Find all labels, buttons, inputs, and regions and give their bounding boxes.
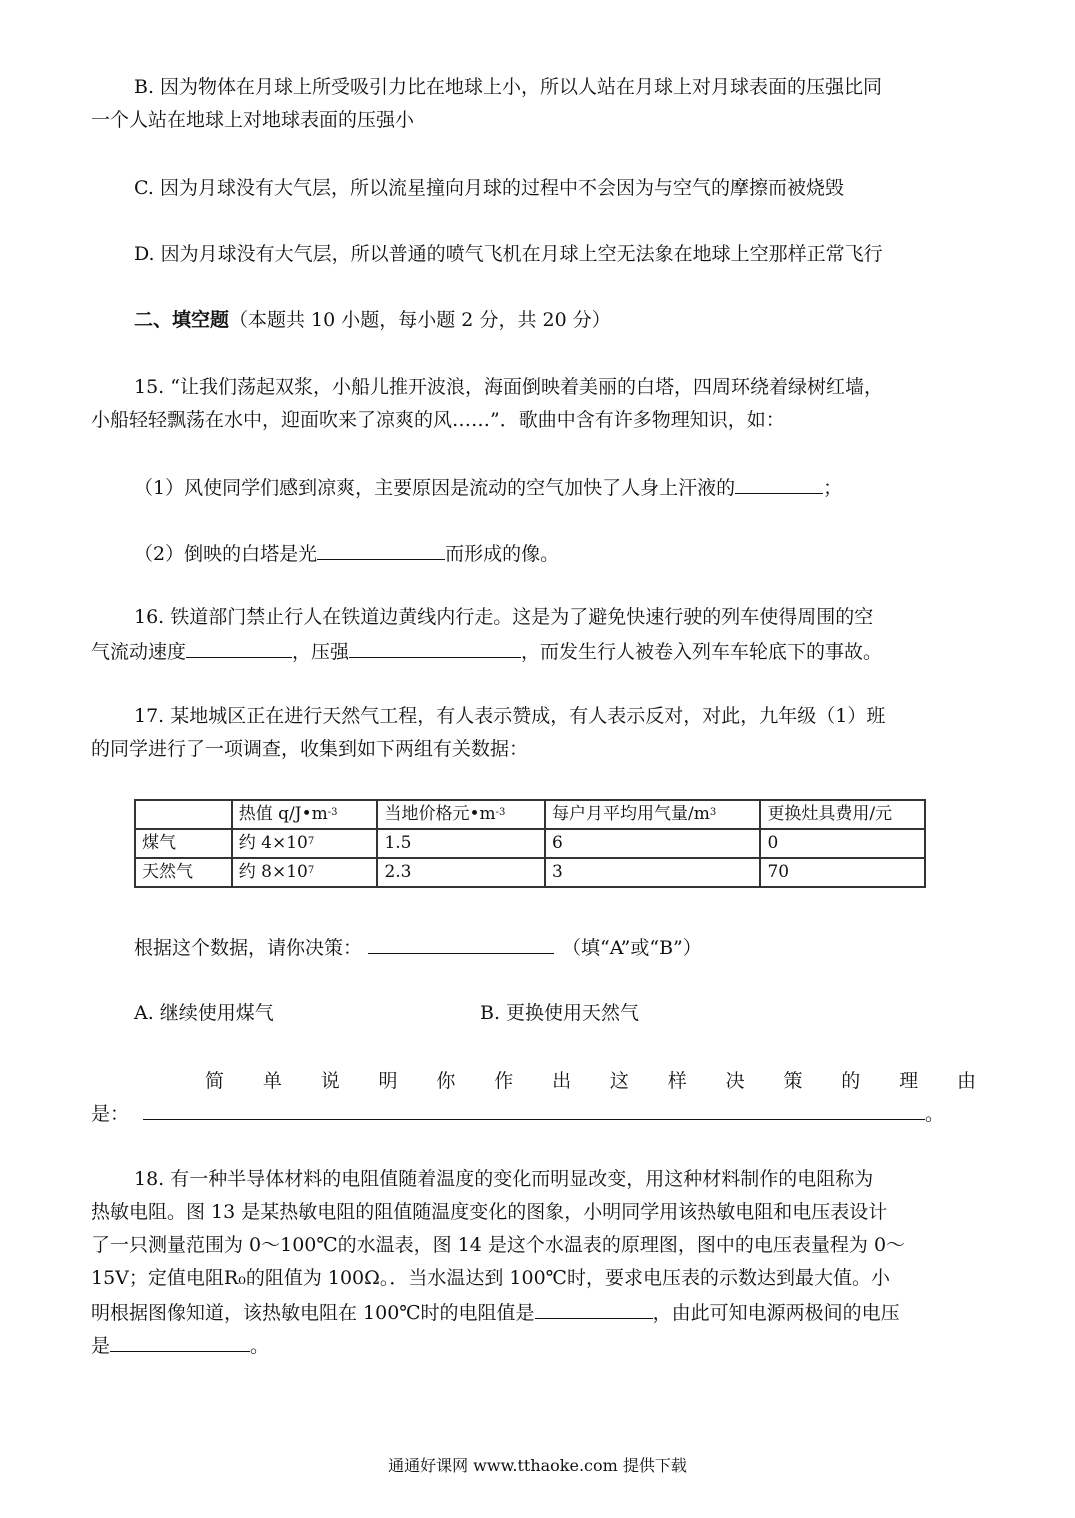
q16-text-c: ，而发生行人被卷入列车车轮底下的事故。 bbox=[521, 641, 883, 663]
option-b-line-1: B. 因为物体在月球上所受吸引力比在地球上小，所以人站在月球上对月球表面的压强比同 bbox=[134, 76, 883, 98]
q17-reason-prefix: 是： bbox=[91, 1103, 130, 1125]
q18-line-5 bbox=[91, 1298, 900, 1326]
q17-line-2: 的同学进行了一项调查，收集到如下两组有关数据： bbox=[91, 738, 529, 760]
q18-text-a: 明根据图像知道，该热敏电阻在 100℃时的电阻值是 bbox=[91, 1302, 535, 1324]
q15-part-2 bbox=[134, 539, 559, 567]
table-header-cell: 每户月平均用气量$/m^3$ bbox=[545, 800, 760, 829]
q18-blank-2[interactable] bbox=[110, 1331, 250, 1352]
section-note: （本题共 10 小题，每小题 2 分，共 20 分） bbox=[229, 309, 611, 331]
reason-char: 你 bbox=[436, 1070, 456, 1092]
reason-char: 明 bbox=[378, 1070, 398, 1092]
q16-line-1: 16. 铁道部门禁止行人在铁道边黄线内行走。这是为了避免快速行驶的列车使得周围的空 bbox=[134, 606, 874, 628]
table-cell: 天然气 bbox=[135, 858, 232, 887]
q15-blank-1[interactable] bbox=[735, 473, 823, 494]
reason-char: 理 bbox=[899, 1070, 919, 1092]
table-cell: 2.3 bbox=[377, 858, 545, 887]
q16-text-a: 气流动速度 bbox=[91, 641, 187, 663]
reason-char: 简 bbox=[205, 1070, 225, 1092]
table-header-cell: 热值 $q/J•m^{-3}$ bbox=[232, 800, 378, 829]
table-cell: 6 bbox=[545, 829, 760, 858]
reason-char: 说 bbox=[320, 1070, 340, 1092]
q15-part-2-end: 而形成的像。 bbox=[445, 543, 560, 565]
gas-comparison-table bbox=[134, 799, 926, 888]
table-cell: 70 bbox=[760, 858, 925, 887]
page-footer: 通通好课网 www.tthaoke.com 提供下载 bbox=[388, 1456, 687, 1475]
q17-decision-hint: （填“A”或“B”） bbox=[562, 937, 702, 959]
option-c-line: C. 因为月球没有大气层，所以流星撞向月球的过程中不会因为与空气的摩擦而被烧毁 bbox=[134, 177, 844, 199]
section-heading bbox=[134, 307, 611, 333]
reason-char: 由 bbox=[956, 1070, 976, 1092]
q18-line-3: 了一只测量范围为 0～100℃的水温表，图 14 是这个水温表的原理图，图中的电压表量程为 0～ bbox=[91, 1234, 906, 1256]
q18-line-4: 15V；定值电阻R₀的阻值为 100Ω。．当水温达到 100℃时，要求电压表的示数达到最大值。小 bbox=[91, 1267, 890, 1289]
q18-text-b: ，由此可知电源两极间的电压 bbox=[652, 1302, 900, 1324]
q17-option-a: A. 继续使用煤气 bbox=[134, 1002, 274, 1024]
reason-char: 样 bbox=[667, 1070, 687, 1092]
option-d-line: D. 因为月球没有大气层，所以普通的喷气飞机在月球上空无法象在地球上空那样正常飞行 bbox=[134, 243, 883, 265]
q18-text-c: 是 bbox=[91, 1335, 111, 1357]
option-b-line-2: 一个人站在地球上对地球表面的压强小 bbox=[91, 109, 415, 131]
q15-blank-2[interactable] bbox=[317, 539, 445, 560]
q16-blank-1[interactable] bbox=[186, 637, 292, 658]
q15-line-2: 小船轻轻飘荡在水中，迎面吹来了凉爽的风……”．歌曲中含有许多物理知识，如： bbox=[91, 409, 785, 431]
table-header-cell: 更换灶具费用/元 bbox=[760, 800, 925, 829]
q17-decision-line bbox=[134, 933, 702, 961]
q16-line-2 bbox=[91, 637, 882, 665]
q18-line-1: 18. 有一种半导体材料的电阻值随着温度的变化而明显改变，用这种材料制作的电阻称为 bbox=[134, 1168, 874, 1190]
q17-reason-end: 。 bbox=[925, 1103, 945, 1125]
reason-char: 作 bbox=[494, 1070, 514, 1092]
q17-option-b: B. 更换使用天然气 bbox=[480, 1002, 640, 1024]
section-title: 二、填空题 bbox=[134, 309, 230, 331]
q15-part-1-text: （1）风使同学们感到凉爽，主要原因是流动的空气加快了人身上汗液的 bbox=[134, 477, 736, 499]
q17-line-1: 17. 某地城区正在进行天然气工程，有人表示赞成，有人表示反对，对此，九年级（1）班 bbox=[134, 705, 886, 727]
reason-char: 单 bbox=[262, 1070, 282, 1092]
table-cell: 1.5 bbox=[377, 829, 545, 858]
q17-decision-text: 根据这个数据，请你决策： bbox=[134, 937, 363, 959]
table-cell: 约 $8\times 10^7$ bbox=[232, 858, 378, 887]
q18-text-end: 。 bbox=[250, 1335, 270, 1357]
q17-reason-line-1 bbox=[205, 1066, 976, 1093]
q15-line-1: 15. “让我们荡起双浆，小船儿推开波浪，海面倒映着美丽的白塔，四周环绕着绿树红墙， bbox=[134, 376, 883, 398]
table-cell: 煤气 bbox=[135, 829, 232, 858]
q16-text-b: ，压强 bbox=[292, 641, 350, 663]
table-header-cell: 当地价格元$•m^{-3}$ bbox=[377, 800, 545, 829]
reason-char: 策 bbox=[783, 1070, 803, 1092]
q16-blank-2[interactable] bbox=[349, 637, 521, 658]
q18-blank-1[interactable] bbox=[535, 1298, 653, 1319]
table-header-row bbox=[135, 800, 925, 829]
table-cell: 约 $4\times 10^7$ bbox=[232, 829, 378, 858]
q17-reason-blank[interactable] bbox=[143, 1099, 925, 1120]
q15-part-1-end: ； bbox=[823, 477, 843, 499]
table-row bbox=[135, 858, 925, 887]
reason-char: 这 bbox=[609, 1070, 629, 1092]
q18-line-6 bbox=[91, 1331, 269, 1359]
q15-part-1 bbox=[134, 473, 842, 501]
table-cell: 0 bbox=[760, 829, 925, 858]
reason-char: 出 bbox=[552, 1070, 572, 1092]
reason-char: 的 bbox=[841, 1070, 861, 1092]
q17-decision-blank[interactable] bbox=[368, 933, 554, 954]
reason-char: 决 bbox=[725, 1070, 745, 1092]
table-cell: 3 bbox=[545, 858, 760, 887]
table-header-cell bbox=[135, 800, 232, 829]
q18-line-2: 热敏电阻。图 13 是某热敏电阻的阻值随温度变化的图象，小明同学用该热敏电阻和电压表设计 bbox=[91, 1201, 888, 1223]
q17-reason-line-2 bbox=[91, 1099, 944, 1127]
q15-part-2-text: （2）倒映的白塔是光 bbox=[134, 543, 318, 565]
table-row bbox=[135, 829, 925, 858]
